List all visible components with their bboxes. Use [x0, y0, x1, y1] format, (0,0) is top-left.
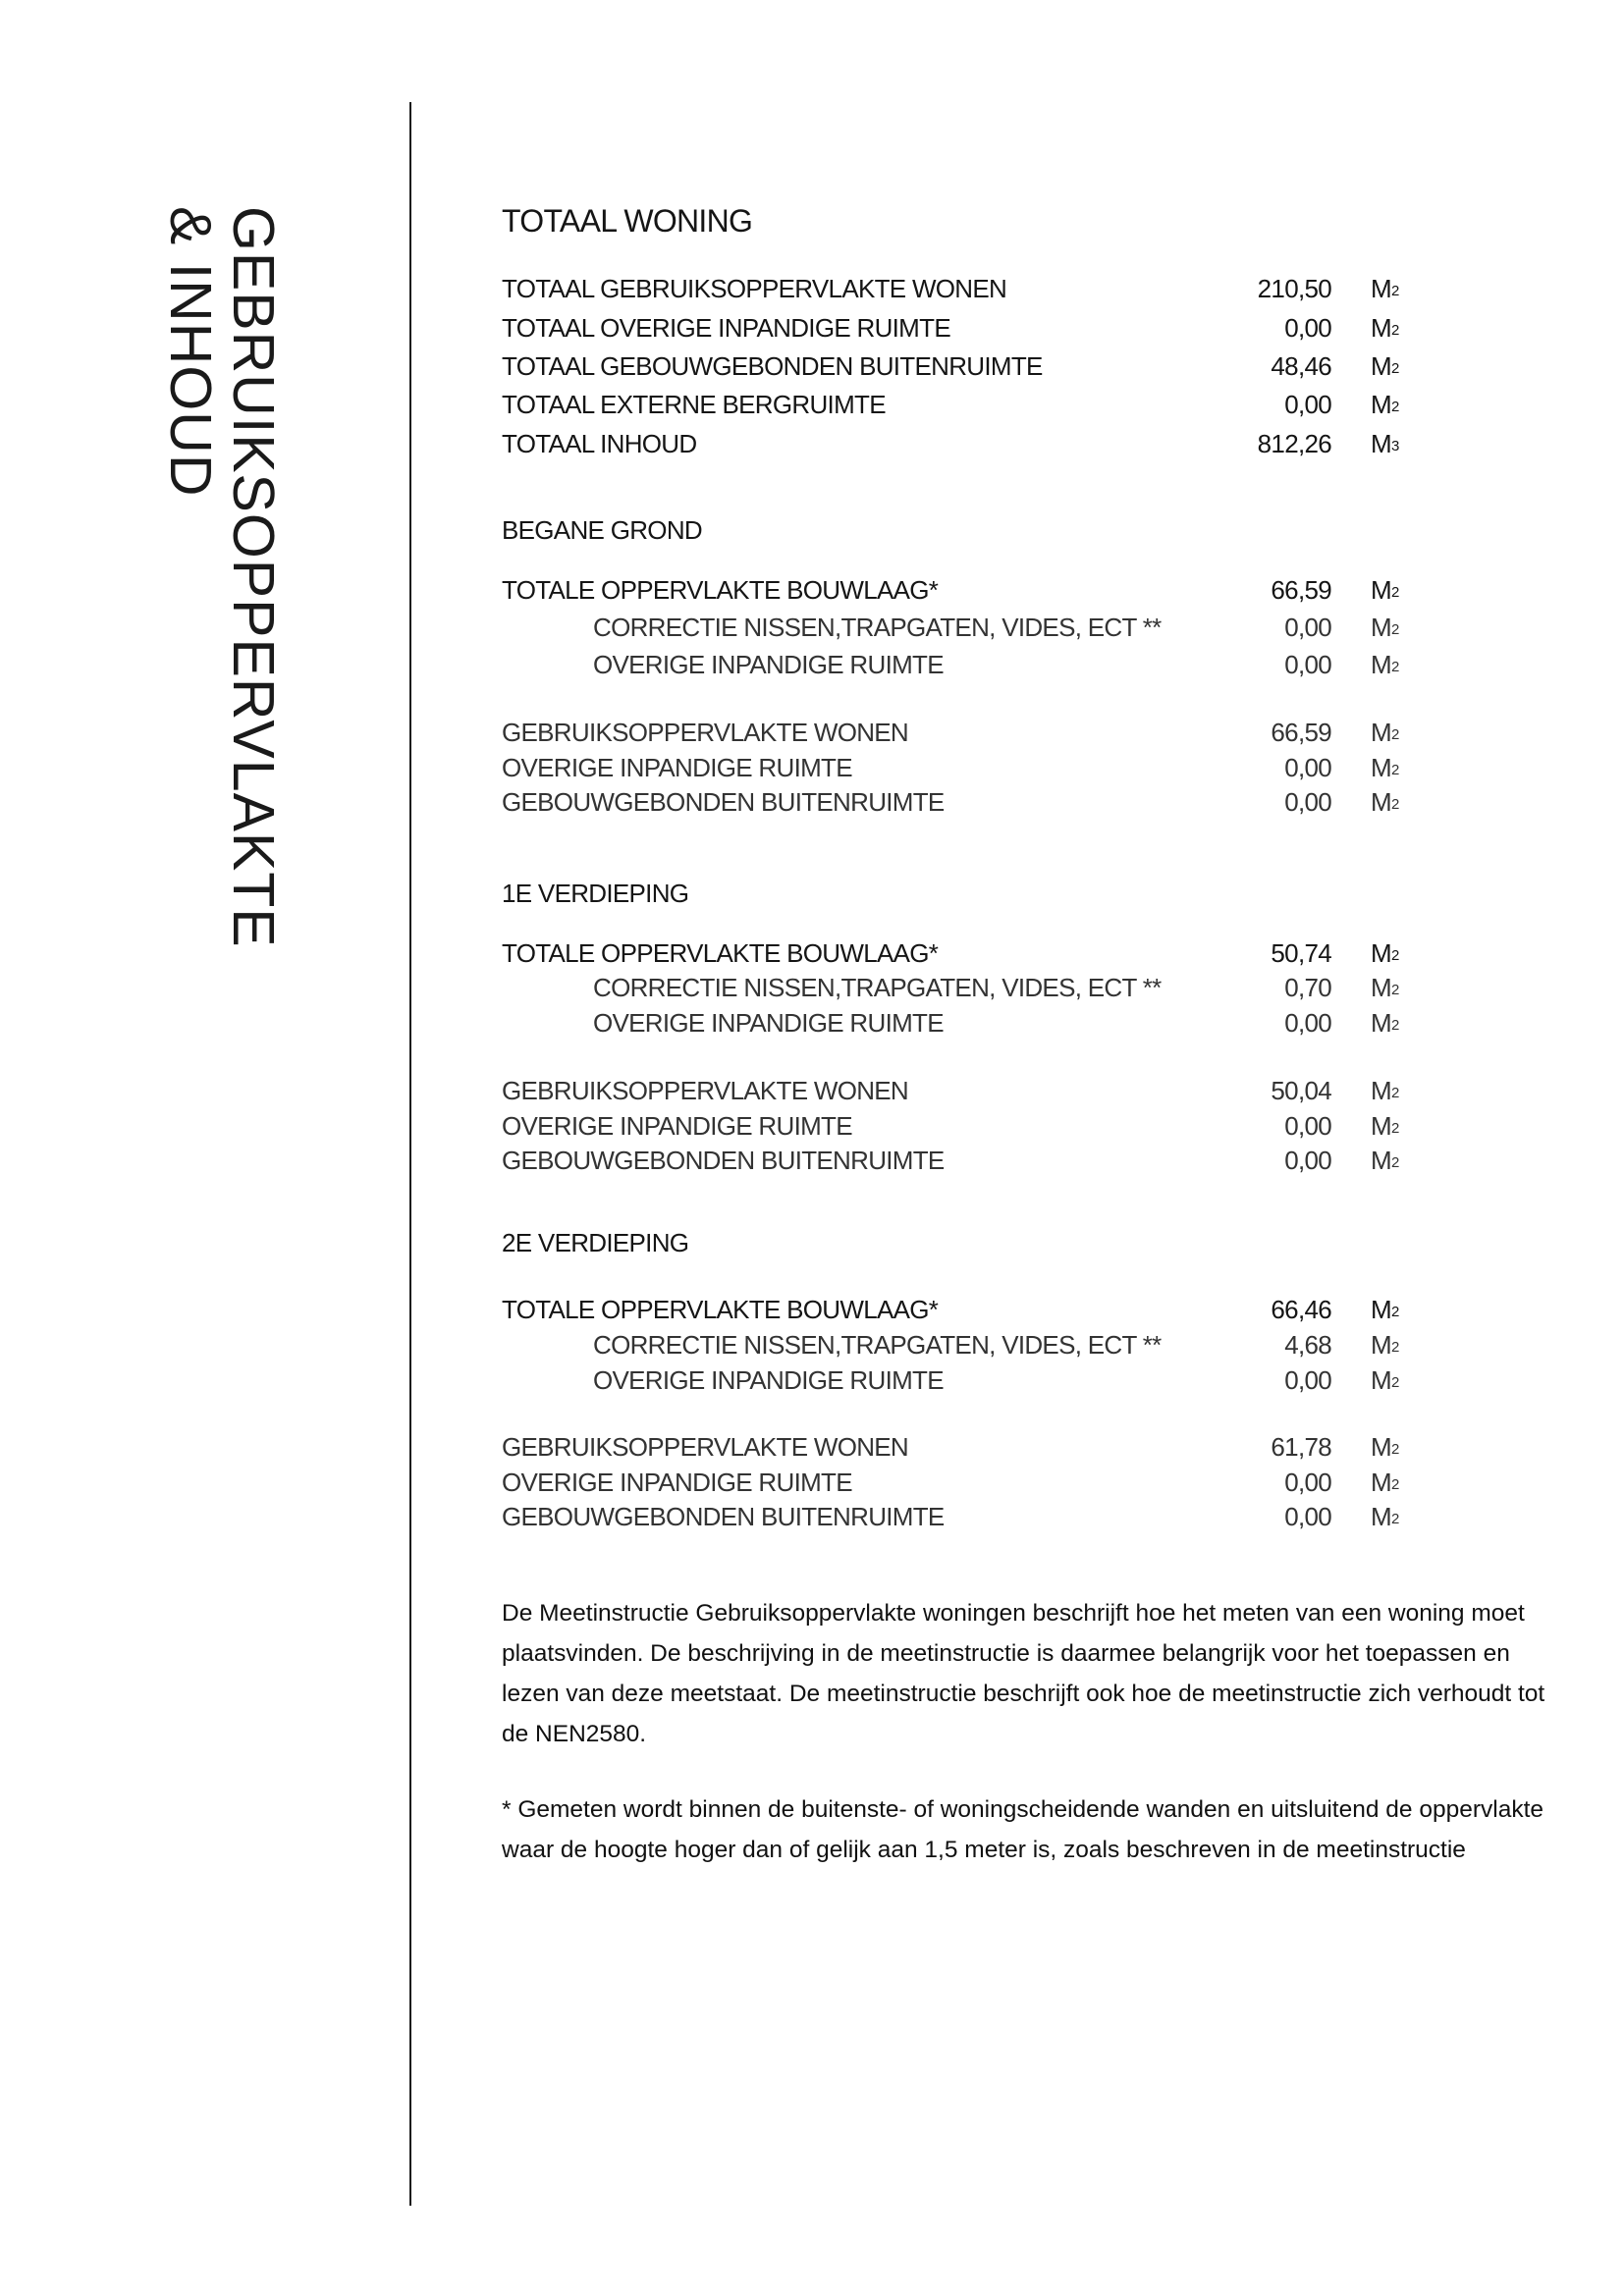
table-row [502, 1143, 1405, 1178]
row-value: 0,00 [1284, 787, 1331, 817]
row-label: TOTALE OPPERVLAKTE BOUWLAAG* [502, 938, 939, 968]
row-value: 0,00 [1284, 650, 1331, 679]
row-unit: $M^2$ [1371, 753, 1399, 782]
row-label: GEBRUIKSOPPERVLAKTE WONEN [502, 1432, 909, 1462]
row-value: 66,59 [1271, 575, 1331, 605]
table-row [502, 784, 1405, 820]
row-unit: $M^2$ [1371, 1295, 1399, 1324]
table-row [502, 935, 1405, 971]
row-unit: $M^2$ [1371, 274, 1399, 303]
table-row [502, 1327, 1405, 1362]
row-value: 0,00 [1284, 613, 1331, 642]
vertical-page-title [128, 206, 285, 1148]
table-row [502, 310, 1405, 346]
row-value: 50,74 [1271, 938, 1331, 968]
table-row [502, 1292, 1405, 1327]
row-unit: $M^3$ [1371, 429, 1399, 458]
row-value: 0,00 [1284, 1365, 1331, 1395]
row-label: TOTAAL GEBRUIKSOPPERVLAKTE WONEN [502, 274, 1007, 303]
row-label: OVERIGE INPANDIGE RUIMTE [593, 1365, 944, 1395]
row-value: 50,04 [1271, 1076, 1331, 1105]
row-value: 4,68 [1284, 1330, 1331, 1360]
row-value: 0,00 [1284, 1111, 1331, 1141]
row-label: TOTALE OPPERVLAKTE BOUWLAAG* [502, 575, 939, 605]
row-unit: $M^2$ [1371, 1008, 1399, 1038]
table-row [502, 572, 1405, 608]
row-value: 0,00 [1284, 753, 1331, 782]
row-label: GEBRUIKSOPPERVLAKTE WONEN [502, 1076, 909, 1105]
notes-paragraph-meetinstructie: De Meetinstructie Gebruiksoppervlakte woningen beschrijft hoe het meten van een woning moet plaatsvinden. De beschrijving in de meetinstructie is daarmee belangrijk voor het toepassen en lezen van deze meetstaat. De meetinstructie beschrijft ook hoe de meetinstructie zich verhoudt tot de NEN2580. [502, 1600, 1545, 1747]
row-value: 0,00 [1284, 313, 1331, 343]
row-label: OVERIGE INPANDIGE RUIMTE [593, 650, 944, 679]
row-unit: $M^2$ [1371, 313, 1399, 343]
row-label: TOTAAL GEBOUWGEBONDEN BUITENRUIMTE [502, 351, 1043, 381]
row-value: 48,46 [1271, 351, 1331, 381]
row-unit: $M^2$ [1371, 718, 1399, 747]
row-unit: $M^2$ [1371, 787, 1399, 817]
table-row [502, 647, 1405, 682]
row-unit: $M^2$ [1371, 575, 1399, 605]
vertical-divider [409, 102, 411, 2206]
row-value: 812,26 [1257, 429, 1331, 458]
row-value: 61,78 [1271, 1432, 1331, 1462]
row-unit: $M^2$ [1371, 351, 1399, 381]
row-unit: $M^2$ [1371, 1111, 1399, 1141]
row-value: 0,00 [1284, 1146, 1331, 1175]
notes-paragraph-footnote: * Gemeten wordt binnen de buitenste- of woningscheidende wanden en uitsluitend de oppervlakte waar de hoogte hoger dan of gelijk aan 1,5 meter is, zoals beschreven in de meetinstructie [502, 1796, 1544, 1863]
row-label: GEBOUWGEBONDEN BUITENRUIMTE [502, 1502, 945, 1531]
table-row [502, 1429, 1405, 1465]
row-label: OVERIGE INPANDIGE RUIMTE [502, 1468, 852, 1497]
table-row [502, 1005, 1405, 1041]
row-value: 0,00 [1284, 1468, 1331, 1497]
section-heading-begane-grond: BEGANE GROND [502, 515, 702, 545]
row-unit: $M^2$ [1371, 973, 1399, 1002]
row-unit: $M^2$ [1371, 1076, 1399, 1105]
section-heading-2e-verdieping: 2E VERDIEPING [502, 1228, 689, 1257]
table-row [502, 970, 1405, 1005]
row-label: TOTAAL INHOUD [502, 429, 697, 458]
row-unit: $M^2$ [1371, 1330, 1399, 1360]
row-unit: $M^2$ [1371, 938, 1399, 968]
table-row [502, 387, 1405, 422]
row-label: CORRECTIE NISSEN,TRAPGATEN, VIDES, ECT ** [593, 1330, 1162, 1360]
table-row [502, 750, 1405, 785]
row-unit: $M^2$ [1371, 1146, 1399, 1175]
row-label: TOTALE OPPERVLAKTE BOUWLAAG* [502, 1295, 939, 1324]
table-row [502, 1499, 1405, 1534]
row-unit: $M^2$ [1371, 390, 1399, 419]
row-label: OVERIGE INPANDIGE RUIMTE [593, 1008, 944, 1038]
row-label: GEBRUIKSOPPERVLAKTE WONEN [502, 718, 909, 747]
row-label: TOTAAL EXTERNE BERGRUIMTE [502, 390, 886, 419]
table-row [502, 1465, 1405, 1500]
row-value: 210,50 [1257, 274, 1331, 303]
row-unit: $M^2$ [1371, 613, 1399, 642]
section-heading-1e-verdieping: 1E VERDIEPING [502, 879, 689, 908]
row-label: TOTAAL OVERIGE INPANDIGE RUIMTE [502, 313, 950, 343]
row-value: 0,00 [1284, 1502, 1331, 1531]
page-title-line-2: & INHOUD [158, 206, 223, 498]
table-row [502, 610, 1405, 645]
row-value: 0,00 [1284, 390, 1331, 419]
row-label: OVERIGE INPANDIGE RUIMTE [502, 753, 852, 782]
row-value: 66,46 [1271, 1295, 1331, 1324]
row-label: GEBOUWGEBONDEN BUITENRUIMTE [502, 787, 945, 817]
table-row [502, 1108, 1405, 1144]
row-value: 0,00 [1284, 1008, 1331, 1038]
row-unit: $M^2$ [1371, 650, 1399, 679]
table-row [502, 426, 1405, 461]
row-unit: $M^2$ [1371, 1432, 1399, 1462]
row-label: CORRECTIE NISSEN,TRAPGATEN, VIDES, ECT ** [593, 973, 1162, 1002]
row-label: CORRECTIE NISSEN,TRAPGATEN, VIDES, ECT ** [593, 613, 1162, 642]
table-row [502, 348, 1405, 384]
row-unit: $M^2$ [1371, 1468, 1399, 1497]
table-row [502, 715, 1405, 750]
table-row [502, 1073, 1405, 1108]
page-title-line-1: GEBRUIKSOPPERVLAKTE [221, 206, 286, 948]
row-value: 66,59 [1271, 718, 1331, 747]
row-unit: $M^2$ [1371, 1365, 1399, 1395]
row-label: OVERIGE INPANDIGE RUIMTE [502, 1111, 852, 1141]
row-label: GEBOUWGEBONDEN BUITENRUIMTE [502, 1146, 945, 1175]
measurement-content [502, 0, 1572, 2296]
row-value: 0,70 [1284, 973, 1331, 1002]
table-row [502, 1362, 1405, 1398]
row-unit: $M^2$ [1371, 1502, 1399, 1531]
table-row [502, 271, 1405, 306]
section-heading-totaal: TOTAAL WONING [502, 203, 753, 239]
